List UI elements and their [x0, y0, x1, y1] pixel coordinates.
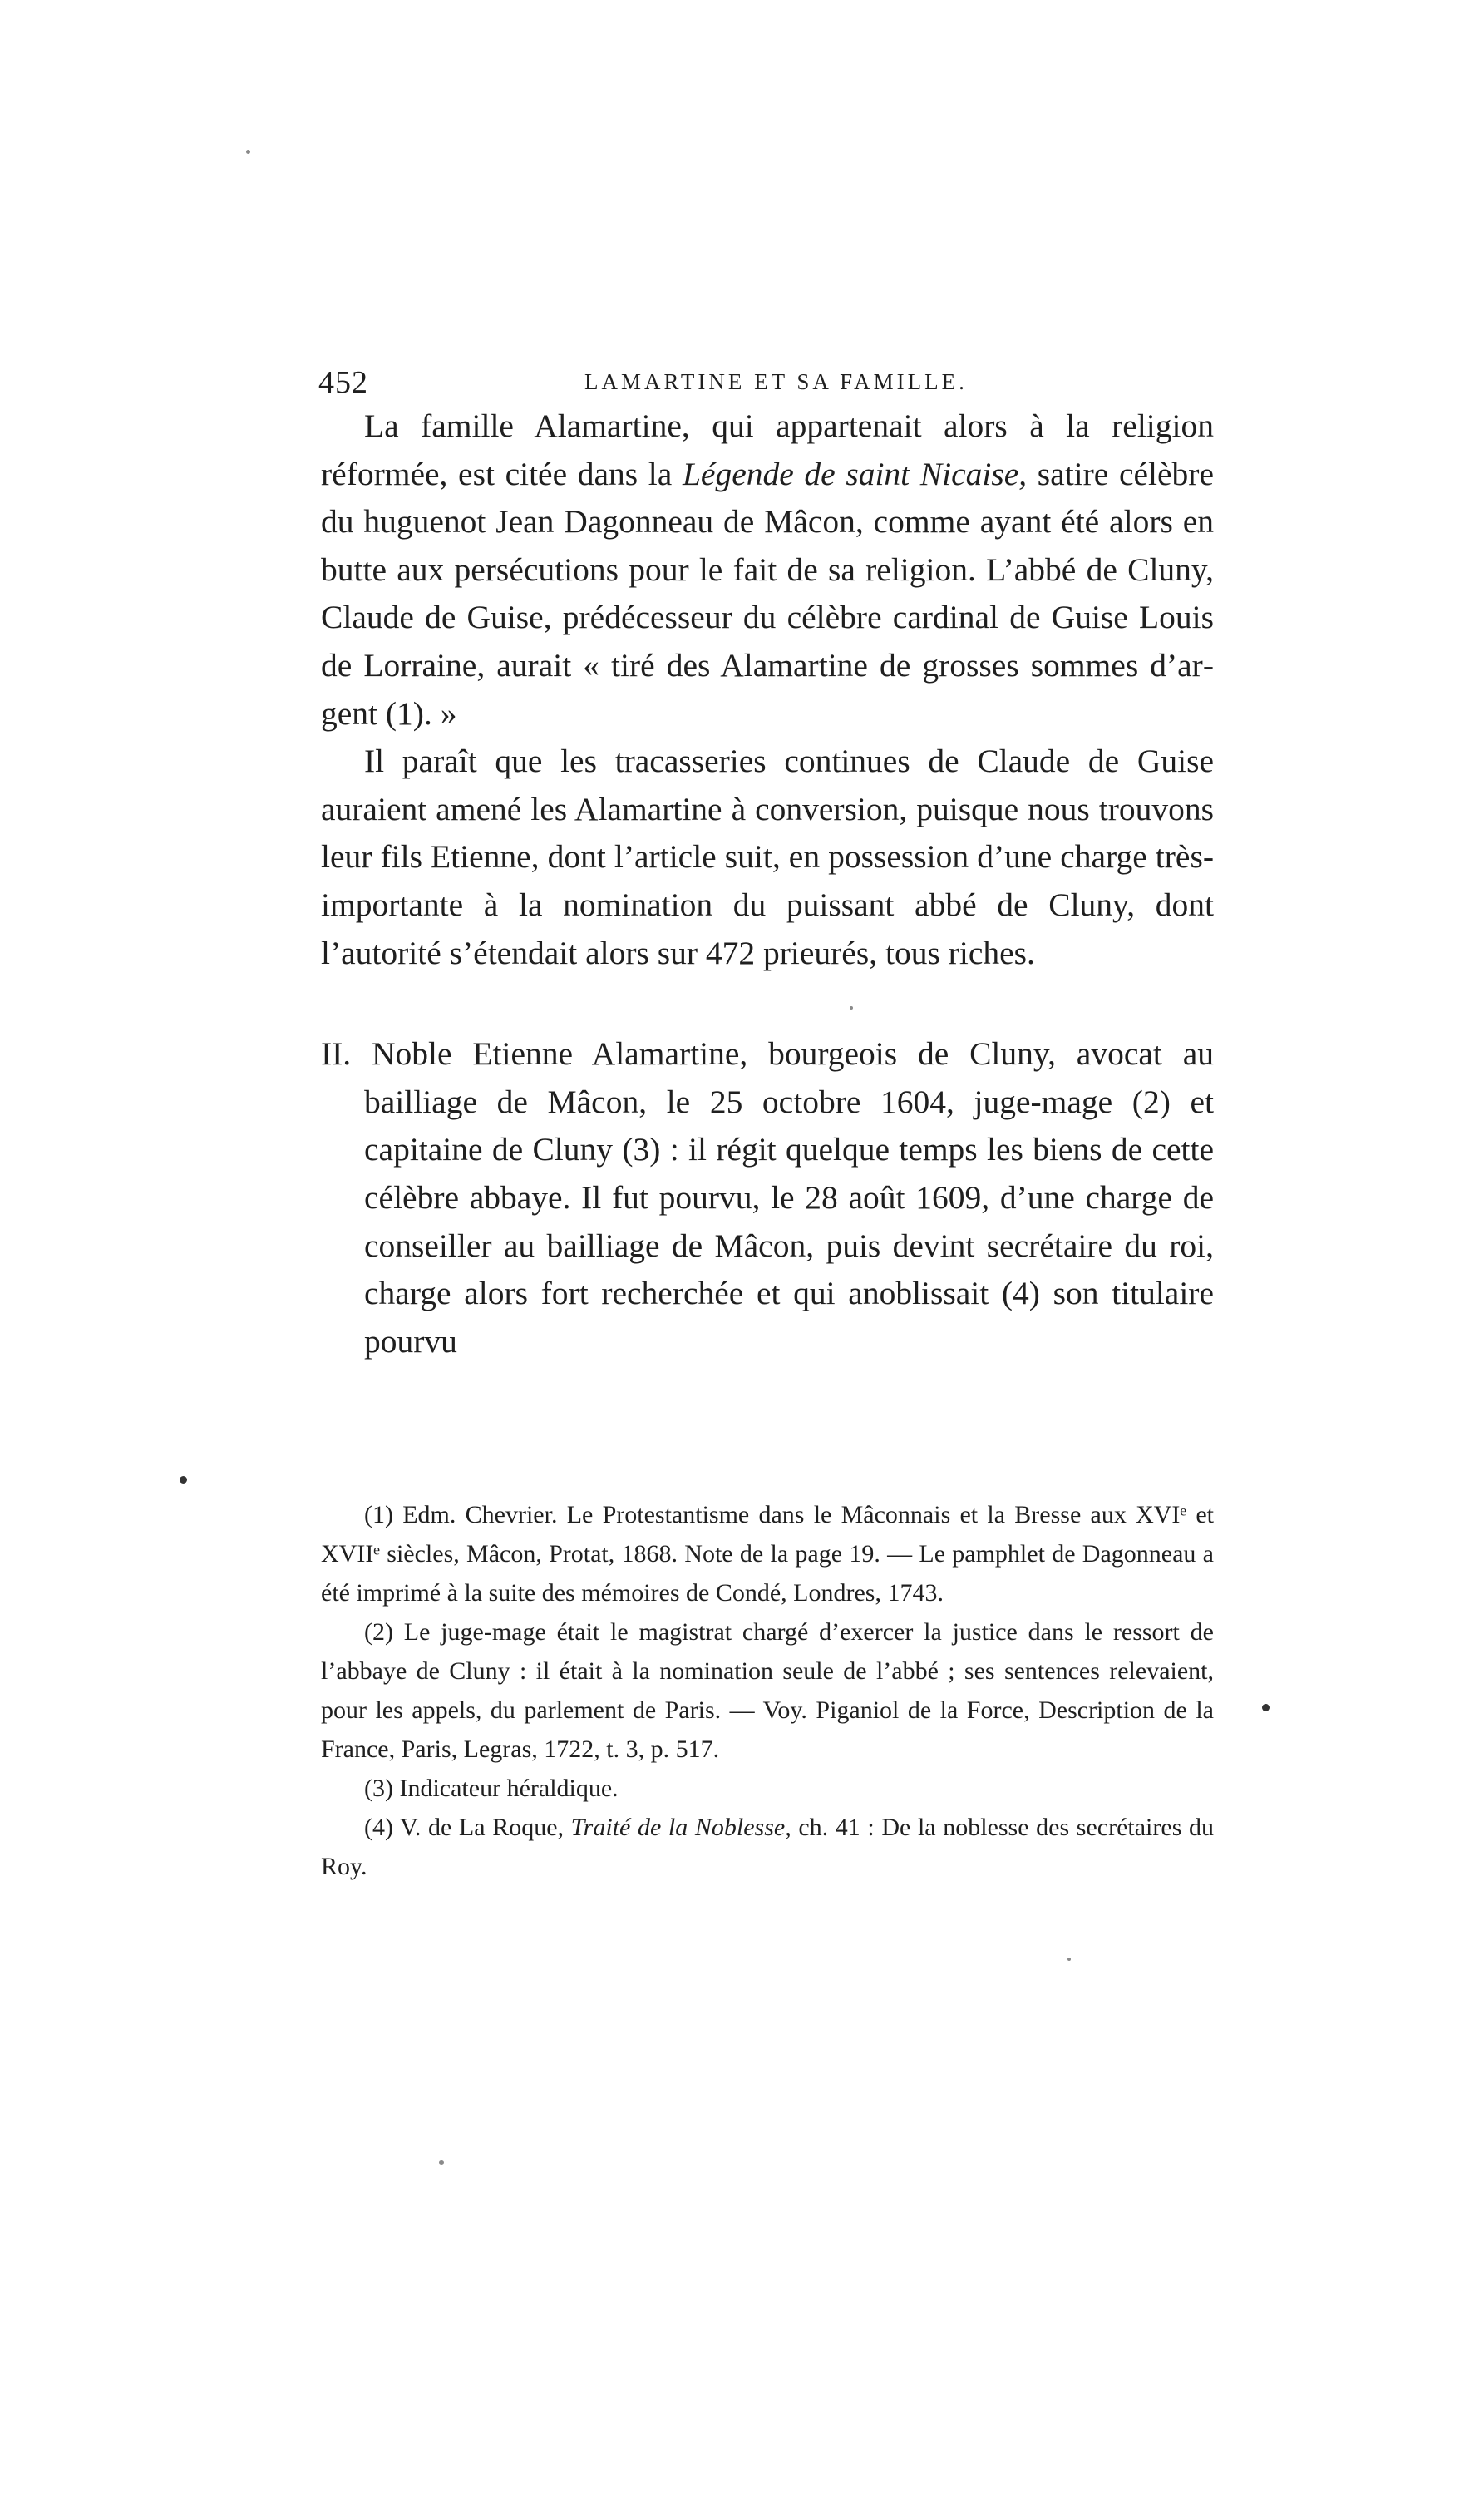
running-head: LAMARTINE ET SA FAMILLE.: [584, 369, 968, 394]
scan-speck: [180, 1476, 187, 1484]
footnote-3: (3) Indicateur héraldique.: [364, 1775, 619, 1802]
paragraph-1: [321, 402, 1214, 738]
paragraph-1-text-a: La famille Alamartine, qui appartenait alors à la religion réformée, est citée dans la: [321, 407, 1214, 492]
traite-title: Traité de la Noblesse,: [570, 1814, 791, 1841]
paragraph-1-text-b: satire célèbre du huguenot Jean Dagonneau de Mâcon, comme ayant été alors en butte aux persécutions pour le fait de sa religion. L’abbé de Cluny, Claude de Guise, prédécesseur du célèbre cardinal de Guise Louis de Lorraine, aurait « tiré des Alamartine de grosses sommes d’argent (1). »: [321, 455, 1214, 732]
scan-speck: [1262, 1704, 1270, 1711]
footnote-4-text-b: ch. 41 : De la noblesse des secrétaires du Roy.: [321, 1814, 1214, 1880]
paragraph-2: Il paraît que les tracasseries continues de Claude de Guise auraient amené les Alamartine à conversion, puisque nous trouvons leur fils Etienne, dont l’article suit, en possession d’une charge très-importante à la nomination du puissant abbé de Cluny, dont l’autorité s’étendait alors sur 472 prieurés, tous riches.: [321, 743, 1214, 971]
footnote-4-text-a: (4) V. de La Roque,: [364, 1814, 571, 1841]
page-header: [318, 364, 1216, 406]
footnote-2: (2) Le juge-mage était le magistrat chargé d’exercer la justice dans le ressort de l’abbaye de Cluny : il était à la nomination seule de l’abbé ; ses sentences relevaient, pour les appels, du parlement de Paris. — Voy. Piganiol de la Force, Description de la France, Paris, Legras, 1722, t. 3, p. 517.: [321, 1618, 1214, 1763]
page-number: 452: [318, 365, 368, 400]
legende-title: Légende de saint Nicaise,: [682, 455, 1028, 492]
genealogy-entry-ii: II. Noble Etienne Alamartine, bourgeois de Cluny, avocat au bailliage de Mâcon, le 25 octobre 1604, juge-mage (2) et capitaine de Cluny (3) : il régit quelque temps les biens de cette célèbre abbaye. Il fut pourvu, le 28 août 1609, d’une charge de conseiller au bailliage de Mâcon, puis devint secrétaire du roi, charge alors fort recherchée et qui anoblissait (4) son titulaire pourvu: [321, 1035, 1214, 1360]
footnote-4: [321, 1808, 1214, 1886]
footnote-1: (1) Edm. Chevrier. Le Protestantisme dans le Mâconnais et la Bresse aux XVIᵉ et XVIIᵉ siècles, Mâcon, Protat, 1868. Note de la page 19. — Le pamphlet de Dagonneau a été imprimé à la suite des mémoires de Condé, Londres, 1743.: [321, 1501, 1214, 1607]
footnotes: [321, 1495, 1214, 1886]
scan-speck: [246, 150, 250, 154]
scan-speck: [1067, 1958, 1071, 1961]
main-text: [321, 402, 1214, 1399]
scan-speck: [850, 1006, 853, 1010]
scan-speck: [439, 2160, 444, 2165]
